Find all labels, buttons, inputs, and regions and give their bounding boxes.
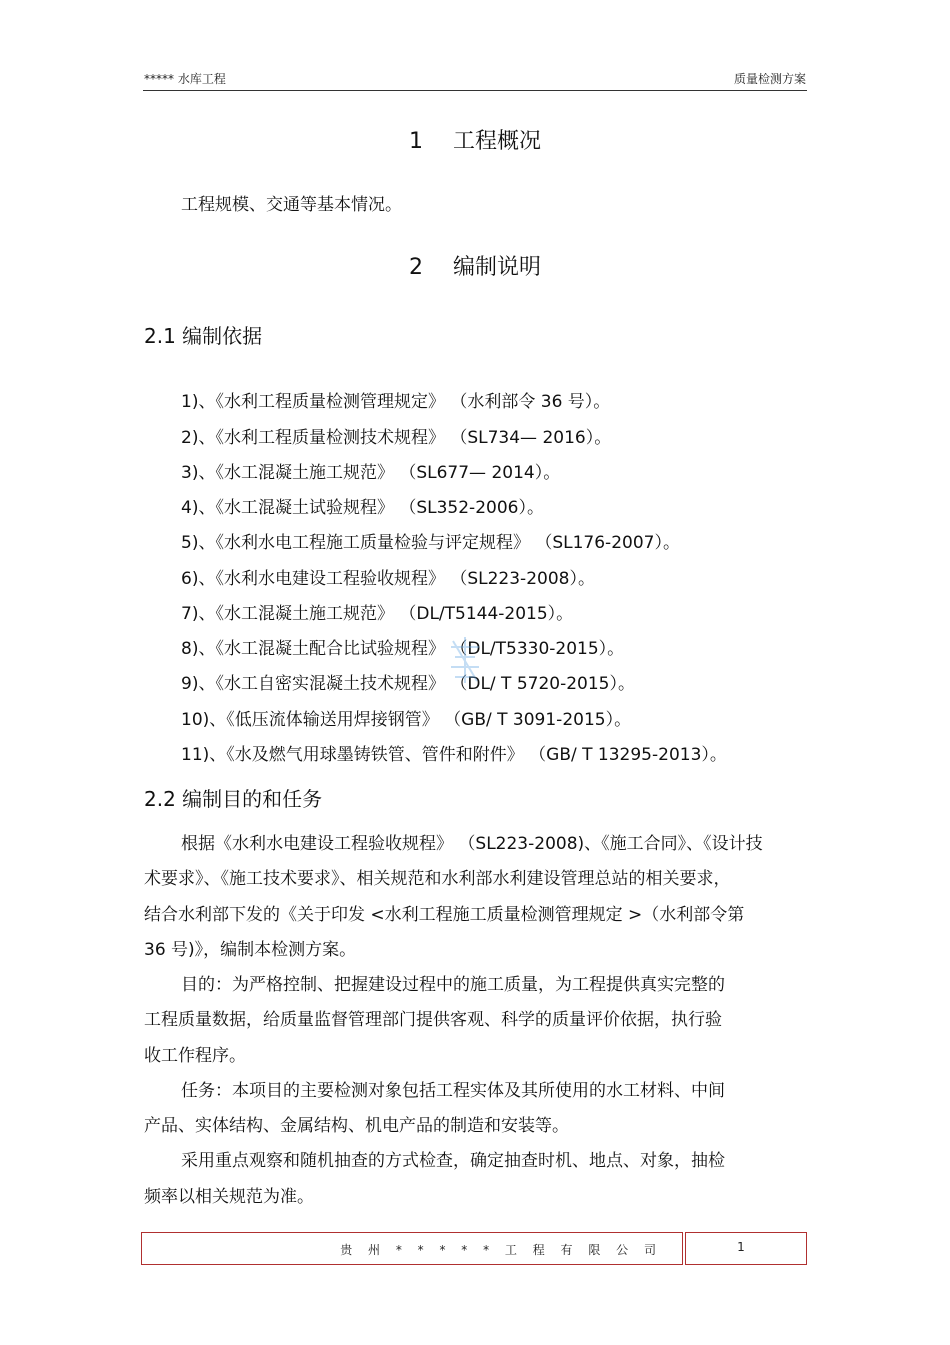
section-2-number: 2	[408, 255, 423, 280]
section-2-title: 编制说明	[452, 255, 541, 280]
footer-company-box	[141, 1232, 683, 1265]
footer-page-box	[685, 1232, 807, 1265]
reference-item: 7)、《水工混凝土施工规范》 （DL/T5144-2015）。	[181, 604, 574, 624]
reference-item: 10)、《低压流体输送用焊接钢管》 （GB/ T 3091-2015）。	[181, 710, 632, 730]
header-document-title: 质量检测方案	[733, 72, 806, 86]
page-number: 1	[737, 1240, 745, 1254]
paragraph-line: 术要求》、《施工技术要求》、相关规范和水利部水利建设管理总站的相关要求，	[144, 869, 731, 889]
reference-item: 2)、《水利工程质量检测技术规程》 （SL734— 2016）。	[181, 428, 612, 448]
watermark-logo-icon	[445, 635, 485, 685]
reference-item: 1)、《水利工程质量检测管理规定》 （水利部令 36 号）。	[181, 392, 611, 412]
subsection-2-1-title: 2.1 编制依据	[144, 324, 263, 348]
paragraph-line: 36 号)》，编制本检测方案。	[144, 940, 357, 960]
reference-item: 3)、《水工混凝土施工规范》 （SL677— 2014）。	[181, 463, 561, 483]
section-2-heading	[0, 250, 950, 281]
section-1-heading	[0, 124, 950, 155]
paragraph-line: 工程质量数据，给质量监督管理部门提供客观、科学的质量评价依据，执行验	[144, 1010, 722, 1030]
paragraph-line: 采用重点观察和随机抽查的方式检查，确定抽查时机、地点、对象，抽检	[181, 1151, 725, 1171]
reference-item: 11)、《水及燃气用球墨铸铁管、管件和附件》 （GB/ T 13295-2013）。	[181, 745, 727, 765]
reference-item: 6)、《水利水电建设工程验收规程》 （SL223-2008）。	[181, 569, 595, 589]
paragraph-line: 根据《水利水电建设工程验收规程》 （SL223-2008)、《施工合同》、《设计技	[181, 834, 763, 854]
paragraph-line: 结合水利部下发的《关于印发 <水利工程施工质量检测管理规定 >（水利部令第	[144, 905, 745, 925]
reference-item: 4)、《水工混凝土试验规程》 （SL352-2006）。	[181, 498, 544, 518]
footer-company-name: 贵 州 * * * * * 工 程 有 限 公 司	[340, 1243, 662, 1257]
section-1-number: 1	[408, 129, 423, 154]
section-1-title: 工程概况	[452, 129, 541, 154]
paragraph-line: 收工作程序。	[144, 1046, 246, 1066]
paragraph-line: 目的：为严格控制、把握建设过程中的施工质量，为工程提供真实完整的	[181, 975, 725, 995]
reference-item: 8)、《水工混凝土配合比试验规程》 （DL/T5330-2015）。	[181, 639, 625, 659]
paragraph-line: 产品、实体结构、金属结构、机电产品的制造和安装等。	[144, 1116, 569, 1136]
paragraph-line: 频率以相关规范为准。	[144, 1187, 314, 1207]
header-project-name: ***** 水库工程	[144, 72, 226, 86]
header-divider	[143, 90, 807, 91]
reference-item: 5)、《水利水电工程施工质量检验与评定规程》 （SL176-2007）。	[181, 533, 680, 553]
section-1-body: 工程规模、交通等基本情况。	[181, 195, 402, 215]
paragraph-line: 任务：本项目的主要检测对象包括工程实体及其所使用的水工材料、中间	[181, 1081, 725, 1101]
subsection-2-2-title: 2.2 编制目的和任务	[144, 787, 323, 811]
reference-item: 9)、《水工自密实混凝土技术规程》 （DL/ T 5720-2015）。	[181, 674, 635, 694]
